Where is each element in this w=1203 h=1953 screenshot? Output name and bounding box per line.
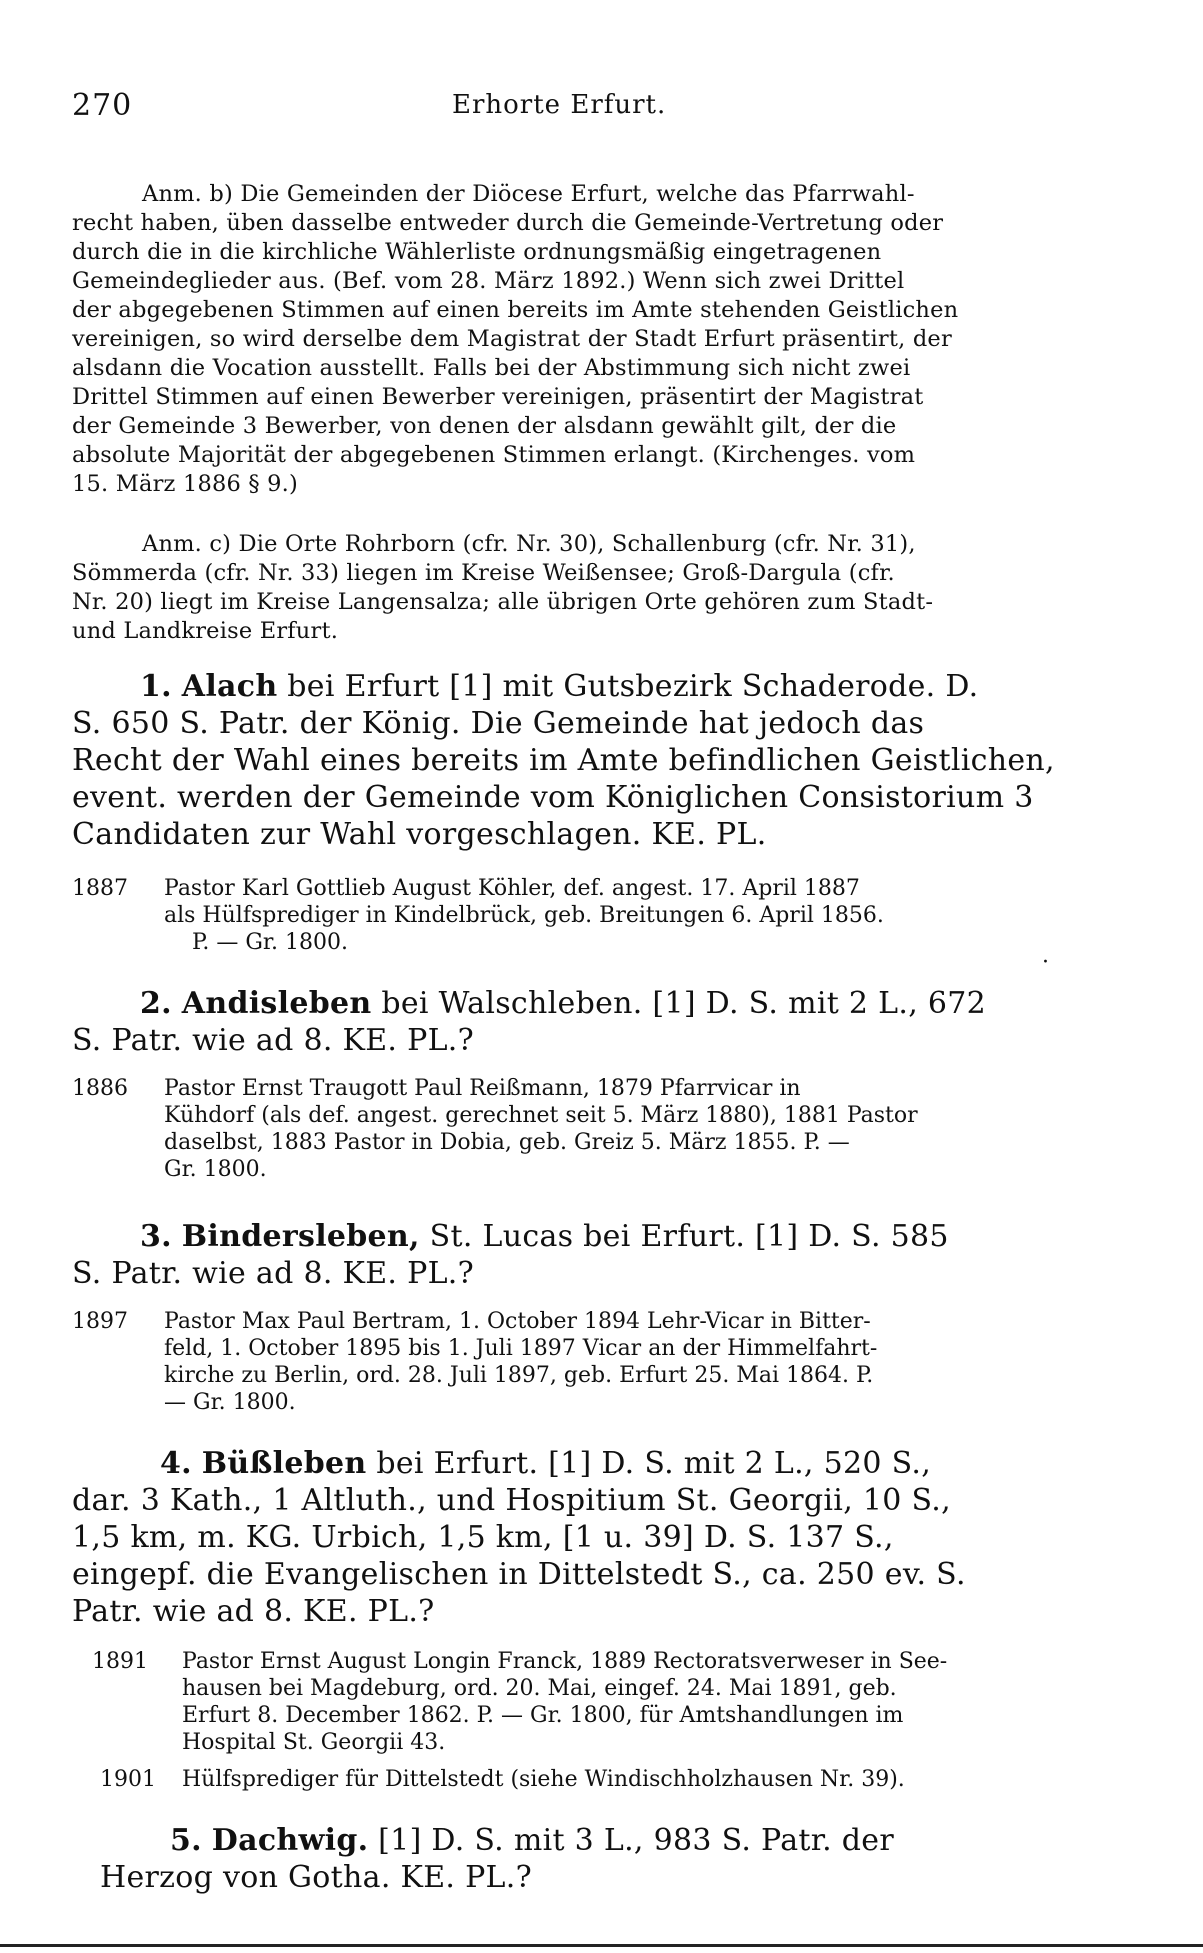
- parish-entry-andisleben: [72, 985, 1082, 1059]
- clergy-year: 1887: [72, 876, 128, 901]
- parish-entry-buessleben: [72, 1445, 1082, 1630]
- clergy-line: feld, 1. October 1895 bis 1. Juli 1897 Vicar an der Himmelfahrt-: [164, 1336, 878, 1361]
- entry-number: 1.: [140, 669, 172, 704]
- note-line: der Gemeinde 3 Bewerber, von denen der alsdann gewählt gilt, der die: [72, 413, 897, 439]
- clergy-line: Pastor Max Paul Bertram, 1. October 1894 Lehr-Vicar in Bitter-: [164, 1309, 871, 1334]
- page-number: 270: [72, 88, 133, 123]
- note-c: [72, 530, 1082, 646]
- clergy-line: Pastor Ernst August Longin Franck, 1889 Rectoratsverweser in See-: [182, 1649, 948, 1674]
- running-head: Erhorte Erfurt.: [452, 90, 667, 120]
- parish-entry-bindersleben: [72, 1218, 1082, 1292]
- clergy-year: 1897: [72, 1309, 128, 1334]
- entry-line: dar. 3 Kath., 1 Altluth., und Hospitium St. Georgii, 10 S.,: [72, 1483, 951, 1518]
- note-line: Drittel Stimmen auf einen Bewerber vereinigen, präsentirt der Magistrat: [72, 384, 924, 410]
- clergy-line: Kühdorf (als def. angest. gerechnet seit 5. März 1880), 1881 Pastor: [164, 1103, 918, 1128]
- entry-number: 2.: [140, 986, 172, 1021]
- clergy-line: Hospital St. Georgii 43.: [182, 1730, 446, 1755]
- entry-number: 3.: [140, 1219, 172, 1254]
- place-name: Dachwig.: [211, 1823, 369, 1858]
- clergy-line: Gr. 1800.: [164, 1157, 267, 1182]
- parish-entry-alach: [72, 668, 1082, 853]
- entry-line: St. Lucas bei Erfurt. [1] D. S. 585: [419, 1219, 949, 1254]
- clergy-line: als Hülfsprediger in Kindelbrück, geb. Breitungen 6. April 1856.: [164, 903, 884, 928]
- entry-line: event. werden der Gemeinde vom Königlichen Consistorium 3: [72, 780, 1034, 815]
- clergy-record: [72, 1308, 1082, 1416]
- entry-line: eingepf. die Evangelischen in Dittelstedt S., ca. 250 ev. S.: [72, 1557, 966, 1592]
- note-line: 15. März 1886 § 9.): [72, 471, 299, 497]
- note-line: absolute Majorität der abgegebenen Stimmen erlangt. (Kirchenges. vom: [72, 442, 916, 468]
- clergy-line: daselbst, 1883 Pastor in Dobia, geb. Greiz 5. März 1855. P. —: [164, 1130, 850, 1155]
- entry-line: 1,5 km, m. KG. Urbich, 1,5 km, [1 u. 39] D. S. 137 S.,: [72, 1520, 894, 1555]
- clergy-record: [72, 1648, 1082, 1756]
- place-name: Bindersleben,: [181, 1219, 420, 1254]
- parish-entry-dachwig: [72, 1822, 1082, 1896]
- entry-line: bei Walschleben. [1] D. S. mit 2 L., 672: [371, 986, 987, 1021]
- entry-number: 4.: [160, 1446, 192, 1481]
- note-line: durch die in die kirchliche Wählerliste ordnungsmäßig eingetragenen: [72, 239, 882, 265]
- note-line: alsdann die Vocation ausstellt. Falls bei der Abstimmung sich nicht zwei: [72, 355, 911, 381]
- entry-line: Recht der Wahl eines bereits im Amte befindlichen Geistlichen,: [72, 743, 1055, 778]
- entry-line: Herzog von Gotha. KE. PL.?: [100, 1860, 533, 1895]
- entry-line: S. Patr. wie ad 8. KE. PL.?: [72, 1256, 475, 1291]
- note-line: Nr. 20) liegt im Kreise Langensalza; alle übrigen Orte gehören zum Stadt-: [72, 589, 934, 615]
- note-line: Anm. b) Die Gemeinden der Diöcese Erfurt, welche das Pfarrwahl-: [142, 181, 915, 207]
- entry-number: 5.: [170, 1823, 202, 1858]
- clergy-year: 1891: [92, 1649, 148, 1674]
- entry-line: S. Patr. wie ad 8. KE. PL.?: [72, 1023, 475, 1058]
- place-name: Alach: [181, 669, 278, 704]
- note-line: und Landkreise Erfurt.: [72, 618, 339, 644]
- note-line: der abgegebenen Stimmen auf einen bereits im Amte stehenden Geistlichen: [72, 297, 959, 323]
- note-b: [72, 180, 1082, 499]
- entry-line: Candidaten zur Wahl vorgeschlagen. KE. PL.: [72, 817, 767, 852]
- clergy-line: Erfurt 8. December 1862. P. — Gr. 1800, für Amtshandlungen im: [182, 1703, 904, 1728]
- note-line: Anm. c) Die Orte Rohrborn (cfr. Nr. 30), Schallenburg (cfr. Nr. 31),: [142, 531, 916, 557]
- clergy-year: 1901: [100, 1767, 156, 1792]
- clergy-record: [72, 1075, 1082, 1183]
- entry-line: [1] D. S. mit 3 L., 983 S. Patr. der: [368, 1823, 894, 1858]
- entry-line: bei Erfurt. [1] D. S. mit 2 L., 520 S.,: [366, 1446, 932, 1481]
- note-line: recht haben, üben dasselbe entweder durch die Gemeinde-Vertretung oder: [72, 210, 944, 236]
- clergy-line: Pastor Karl Gottlieb August Köhler, def. angest. 17. April 1887: [164, 876, 860, 901]
- clergy-line: — Gr. 1800.: [164, 1390, 296, 1415]
- entry-line: Patr. wie ad 8. KE. PL.?: [72, 1594, 435, 1629]
- entry-line: S. 650 S. Patr. der König. Die Gemeinde hat jedoch das: [72, 706, 925, 741]
- stray-mark: ·: [1042, 950, 1049, 975]
- note-line: Gemeindeglieder aus. (Bef. vom 28. März 1892.) Wenn sich zwei Drittel: [72, 268, 905, 294]
- clergy-line: Pastor Ernst Traugott Paul Reißmann, 1879 Pfarrvicar in: [164, 1076, 801, 1101]
- clergy-year: 1886: [72, 1076, 128, 1101]
- place-name: Büßleben: [201, 1446, 367, 1481]
- note-line: vereinigen, so wird derselbe dem Magistrat der Stadt Erfurt präsentirt, der: [72, 326, 952, 352]
- clergy-line: Hülfsprediger für Dittelstedt (siehe Windischholzhausen Nr. 39).: [182, 1767, 905, 1792]
- clergy-line: kirche zu Berlin, ord. 28. Juli 1897, geb. Erfurt 25. Mai 1864. P.: [164, 1363, 874, 1388]
- entry-line: bei Erfurt [1] mit Gutsbezirk Schaderode. D.: [277, 669, 979, 704]
- clergy-line: P. — Gr. 1800.: [192, 930, 348, 955]
- clergy-line: hausen bei Magdeburg, ord. 20. Mai, eingef. 24. Mai 1891, geb.: [182, 1676, 897, 1701]
- clergy-record: [72, 1766, 1082, 1793]
- page-header: [72, 88, 1092, 128]
- note-line: Sömmerda (cfr. Nr. 33) liegen im Kreise Weißensee; Groß-Dargula (cfr.: [72, 560, 895, 586]
- place-name: Andisleben: [181, 986, 372, 1021]
- clergy-record: [72, 875, 1082, 956]
- bottom-edge-rule: [0, 1944, 1203, 1947]
